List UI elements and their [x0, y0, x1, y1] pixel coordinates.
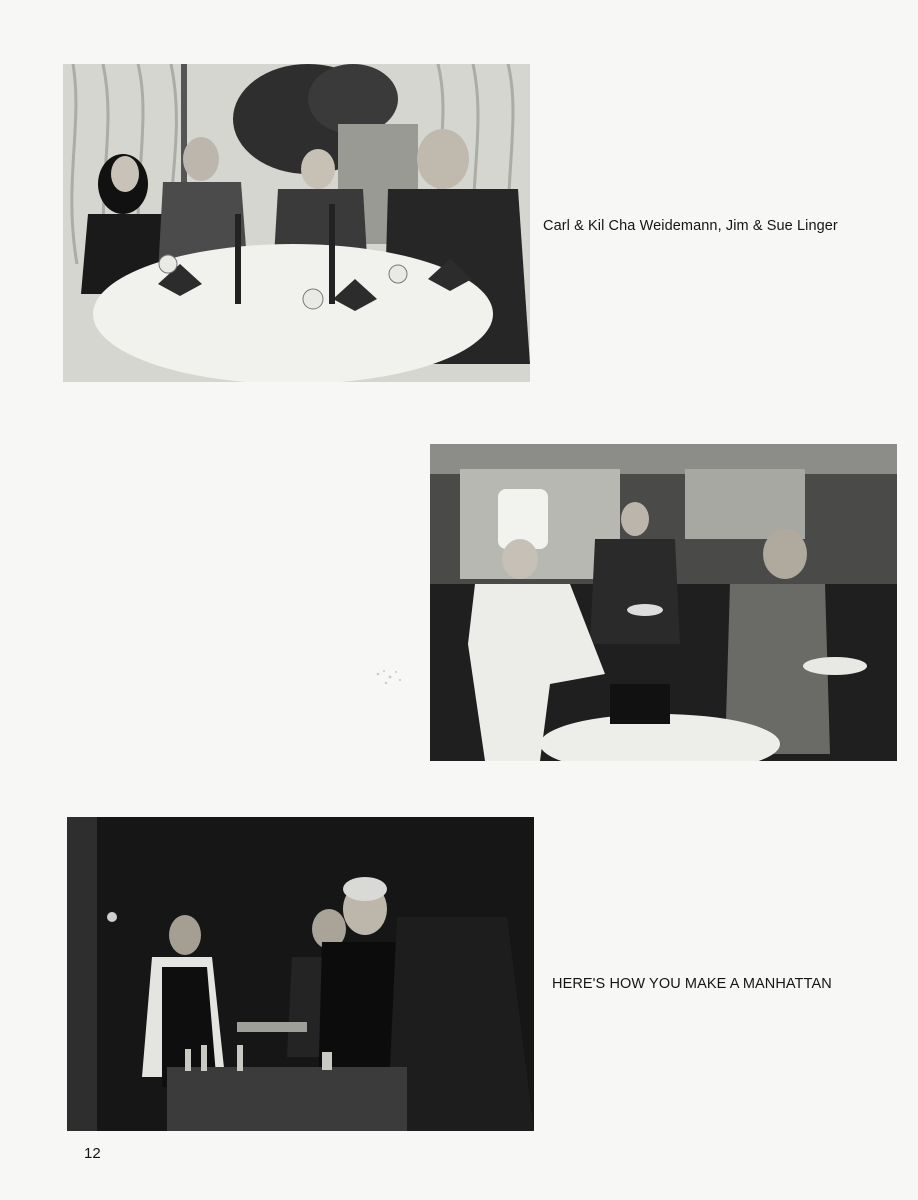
dinner-table-photo: [63, 64, 530, 382]
bartender-photo: [67, 817, 534, 1131]
page-number: 12: [84, 1145, 101, 1162]
scan-speck: [372, 662, 406, 692]
chef-buffet-photo: [430, 444, 897, 761]
bartender-caption: HERE'S HOW YOU MAKE A MANHATTAN: [552, 976, 832, 992]
dinner-table-caption: Carl & Kil Cha Weidemann, Jim & Sue Linger: [543, 218, 838, 234]
